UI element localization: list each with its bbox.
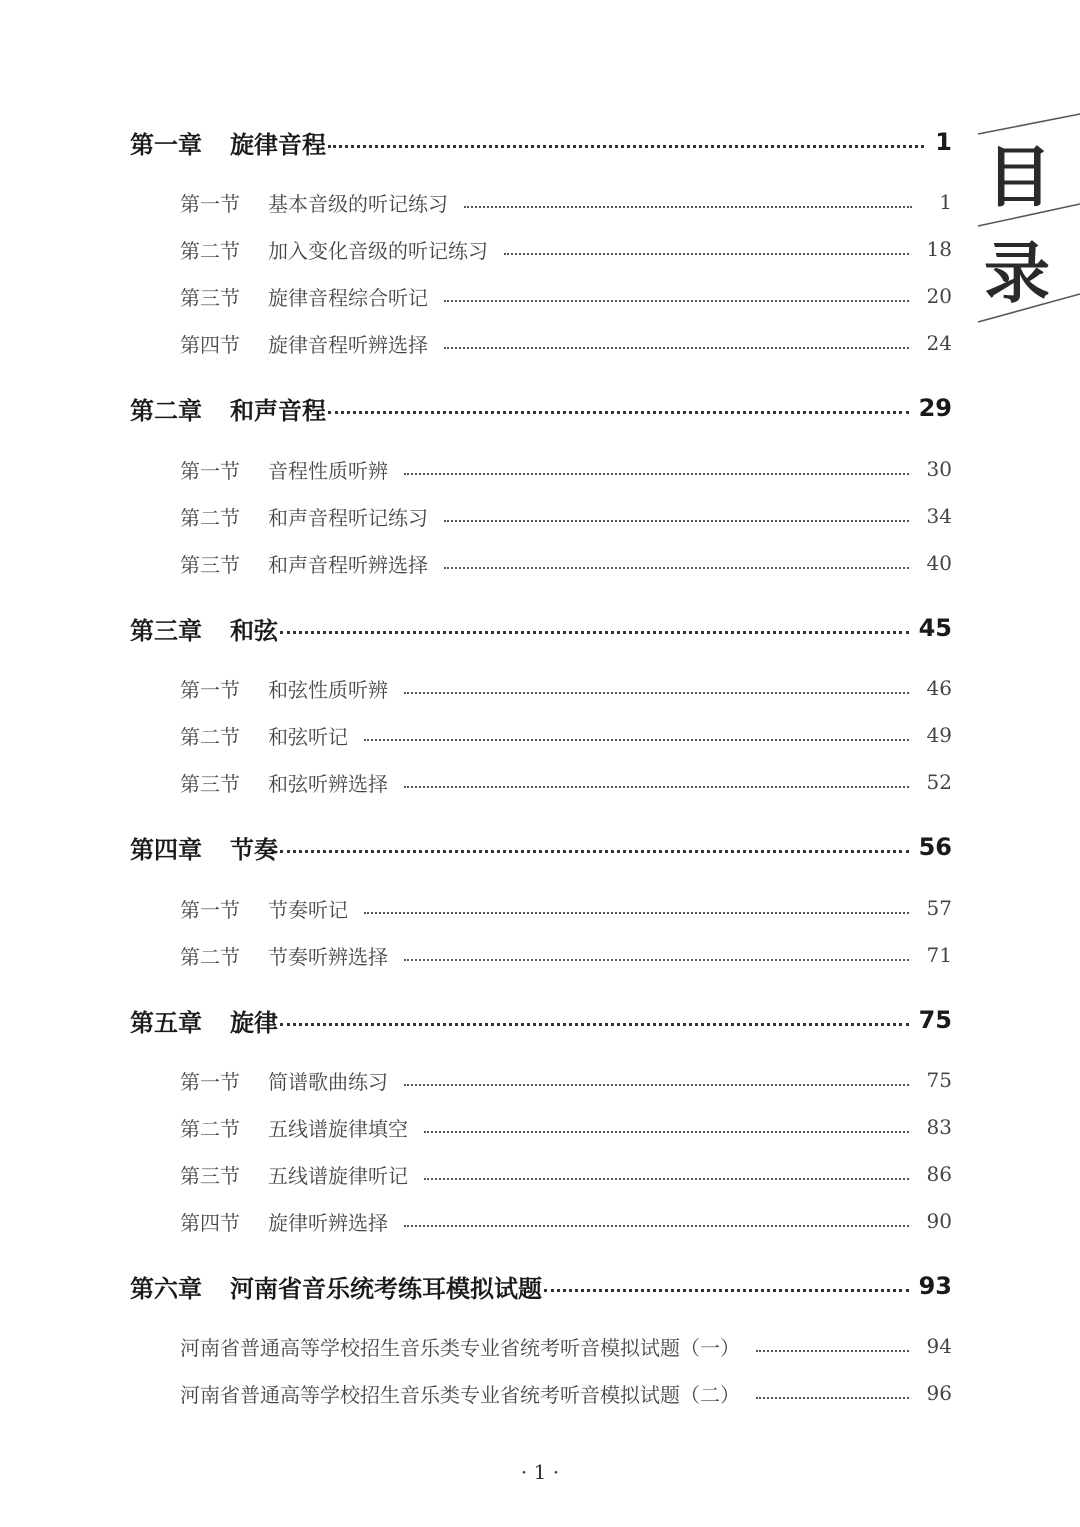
toc-entry-number: 第三节 [180, 285, 240, 310]
toc-entry-title: 加入变化音级的听记练习 [268, 238, 488, 263]
toc-entry-title: 和声音程 [230, 396, 326, 425]
toc-entry-number: 第一节 [180, 191, 240, 216]
toc-entry-title: 五线谱旋律听记 [268, 1163, 408, 1188]
toc-entry-title: 基本音级的听记练习 [268, 191, 448, 216]
toc-entry-title: 旋律音程听辨选择 [268, 332, 428, 357]
toc-entry-title: 音程性质听辨 [268, 458, 388, 483]
toc-section-entry [180, 496, 952, 536]
toc-section-entry [180, 1107, 952, 1147]
toc-entry-page-number: 93 [918, 1272, 952, 1300]
toc-entry-title: 和弦性质听辨 [268, 677, 388, 702]
toc-entry-number: 第四节 [180, 332, 240, 357]
toc-section-entry [180, 1060, 952, 1100]
page-number-footer: · 1 · [520, 1460, 560, 1484]
dot-leader [328, 145, 924, 148]
toc-entry-number: 第五章 [130, 1008, 202, 1037]
dot-leader [280, 1023, 909, 1026]
toc-entry-page-number: 71 [926, 943, 952, 967]
toc-entry-number: 第二节 [180, 944, 240, 969]
dot-leader [504, 253, 909, 255]
toc-entry-title: 旋律 [230, 1008, 278, 1037]
toc-entry-page-number: 29 [918, 394, 952, 422]
dot-leader [756, 1397, 909, 1399]
toc-entry-number: 第一节 [180, 458, 240, 483]
toc-entry-page-number: 94 [926, 1334, 952, 1358]
toc-entry-number: 第一节 [180, 897, 240, 922]
toc-entry-number: 第三节 [180, 552, 240, 577]
toc-entry-title: 旋律听辨选择 [268, 1210, 388, 1235]
toc-entry-title: 和弦听记 [268, 724, 348, 749]
toc-entry-page-number: 83 [926, 1115, 952, 1139]
toc-entry-page-number: 75 [926, 1068, 952, 1092]
toc-entry-title: 和声音程听辨选择 [268, 552, 428, 577]
toc-entry-title: 和弦听辨选择 [268, 771, 388, 796]
toc-entry-title: 河南省普通高等学校招生音乐类专业省统考听音模拟试题（一） [180, 1335, 740, 1360]
toc-entry-number: 第三节 [180, 771, 240, 796]
dot-leader [280, 631, 909, 634]
dot-leader [404, 692, 909, 694]
toc-section-entry [180, 449, 952, 489]
toc-entry-number: 第二章 [130, 396, 202, 425]
toc-entry-title: 旋律音程 [230, 130, 326, 159]
toc-entry-page-number: 40 [926, 551, 952, 575]
toc-entry-number: 第二节 [180, 238, 240, 263]
toc-entry-page-number: 56 [918, 833, 952, 861]
dot-leader [404, 786, 909, 788]
toc-entry-page-number: 90 [926, 1209, 952, 1233]
toc-chapter-entry [130, 608, 952, 648]
toc-entry-number: 第一章 [130, 130, 202, 159]
toc-chapter-entry [130, 388, 952, 428]
dot-leader [544, 1289, 909, 1292]
toc-section-entry [180, 182, 952, 222]
toc-chapter-entry [130, 827, 952, 867]
toc-entry-number: 第三节 [180, 1163, 240, 1188]
toc-section-entry [180, 1154, 952, 1194]
toc-entry-page-number: 45 [918, 614, 952, 642]
toc-section-entry [180, 543, 952, 583]
dot-leader [280, 850, 909, 853]
toc-entry-page-number: 1 [939, 190, 952, 214]
dot-leader [404, 473, 909, 475]
dot-leader [444, 520, 909, 522]
toc-section-entry [180, 229, 952, 269]
toc-entry-title: 河南省音乐统考练耳模拟试题 [230, 1274, 542, 1303]
toc-entry-title: 节奏 [230, 835, 278, 864]
dot-leader [444, 300, 909, 302]
toc-entry-page-number: 46 [926, 676, 952, 700]
toc-section-entry [180, 762, 952, 802]
toc-chapter-entry [130, 1266, 952, 1306]
toc-entry-page-number: 18 [926, 237, 952, 261]
toc-entry-title: 和声音程听记练习 [268, 505, 428, 530]
side-label-char-lu: 录 [984, 234, 1050, 312]
toc-entry-title: 五线谱旋律填空 [268, 1116, 408, 1141]
contents-side-label [960, 100, 1080, 340]
toc-entry-page-number: 49 [926, 723, 952, 747]
dot-leader [328, 411, 909, 414]
side-label-char-mu: 目 [986, 138, 1052, 216]
toc-entry-number: 第二节 [180, 724, 240, 749]
dot-leader [424, 1131, 909, 1133]
toc-section-entry [180, 715, 952, 755]
toc-entry-number: 第一节 [180, 1069, 240, 1094]
toc-entry-number: 第二节 [180, 505, 240, 530]
toc-section-entry [180, 1201, 952, 1241]
toc-entry-page-number: 86 [926, 1162, 952, 1186]
toc-entry-page-number: 34 [926, 504, 952, 528]
toc-entry-title: 河南省普通高等学校招生音乐类专业省统考听音模拟试题（二） [180, 1382, 740, 1407]
toc-section-entry [180, 1326, 952, 1366]
toc-entry-number: 第四章 [130, 835, 202, 864]
dot-leader [424, 1178, 909, 1180]
toc-section-entry [180, 1373, 952, 1413]
toc-entry-number: 第四节 [180, 1210, 240, 1235]
toc-entry-page-number: 96 [926, 1381, 952, 1405]
toc-entry-page-number: 20 [926, 284, 952, 308]
toc-entry-title: 节奏听记 [268, 897, 348, 922]
toc-chapter-entry [130, 122, 952, 162]
toc-section-entry [180, 276, 952, 316]
toc-entry-title: 旋律音程综合听记 [268, 285, 428, 310]
toc-entry-number: 第二节 [180, 1116, 240, 1141]
toc-entry-title: 和弦 [230, 616, 278, 645]
toc-entry-page-number: 52 [926, 770, 952, 794]
toc-section-entry [180, 935, 952, 975]
dot-leader [404, 1084, 909, 1086]
toc-entry-page-number: 1 [935, 128, 952, 156]
dot-leader [404, 1225, 909, 1227]
toc-section-entry [180, 668, 952, 708]
dot-leader [464, 206, 912, 208]
toc-section-entry [180, 888, 952, 928]
toc-entry-title: 简谱歌曲练习 [268, 1069, 388, 1094]
toc-entry-number: 第三章 [130, 616, 202, 645]
toc-entry-number: 第一节 [180, 677, 240, 702]
toc-entry-page-number: 24 [926, 331, 952, 355]
dot-leader [444, 567, 909, 569]
dot-leader [404, 959, 909, 961]
dot-leader [364, 739, 909, 741]
toc-section-entry [180, 323, 952, 363]
toc-entry-page-number: 30 [926, 457, 952, 481]
toc-entry-number: 第六章 [130, 1274, 202, 1303]
toc-entry-page-number: 75 [918, 1006, 952, 1034]
toc-chapter-entry [130, 1000, 952, 1040]
toc-entry-title: 节奏听辨选择 [268, 944, 388, 969]
dot-leader [756, 1350, 909, 1352]
dot-leader [444, 347, 909, 349]
toc-entry-page-number: 57 [926, 896, 952, 920]
dot-leader [364, 912, 909, 914]
